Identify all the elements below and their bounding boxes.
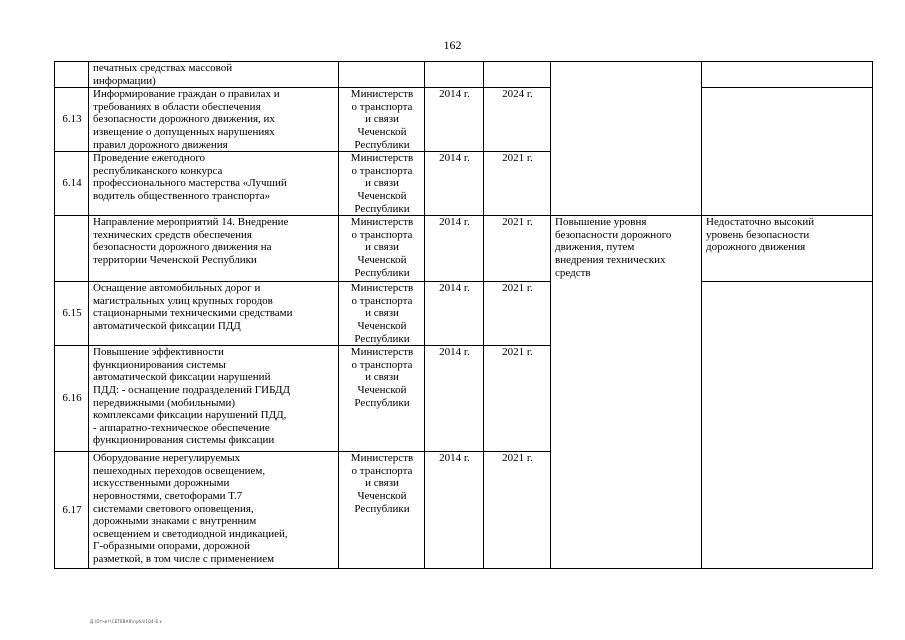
text-line: о транспорта xyxy=(351,464,413,477)
executor xyxy=(339,452,425,569)
executor xyxy=(339,346,425,452)
text-line: профессионального мастерства «Лучший xyxy=(93,177,287,190)
measure-name xyxy=(89,88,339,152)
text-line: и связи xyxy=(365,113,399,126)
text-line: передвижными (мобильными) xyxy=(93,396,236,409)
text-line: безопасности дорожного движения на xyxy=(93,241,272,254)
start-year: 2014 г. xyxy=(425,282,484,346)
item-number xyxy=(55,216,89,282)
text-line: печатных средствах массовой xyxy=(93,62,233,74)
text-line: правил дорожного движения xyxy=(93,138,228,151)
consequence xyxy=(702,216,873,282)
text-line: уровень безопасности xyxy=(706,228,810,241)
text-line: Министерств xyxy=(350,282,414,295)
item-number: 6.15 xyxy=(55,282,89,346)
end-year: 2024 г. xyxy=(484,88,551,152)
end-year: 2021 г. xyxy=(484,452,551,569)
item-number: 6.16 xyxy=(55,346,89,452)
text-line: информации) xyxy=(93,74,156,87)
end-year: 2021 г. xyxy=(484,216,551,282)
text-line: о транспорта xyxy=(351,228,413,241)
table-row xyxy=(55,88,873,152)
text-line: Чеченской xyxy=(357,125,407,138)
consequence xyxy=(702,62,873,88)
text-line: и связи xyxy=(365,477,399,490)
text-line: технических средств обеспечения xyxy=(93,228,252,241)
text-line: о транспорта xyxy=(351,358,413,371)
text-line: Чеченской xyxy=(357,189,407,202)
text-line: Чеченской xyxy=(357,319,407,332)
text-line: автоматической фиксации нарушений xyxy=(93,371,271,384)
table-row xyxy=(55,216,873,282)
text-line: о транспорта xyxy=(351,164,413,177)
text-line: магистральных улиц крупных городов xyxy=(93,294,273,307)
text-line: Недостаточно высокий xyxy=(706,216,815,229)
text-line: Чеченской xyxy=(357,489,407,502)
text-line: функционирования системы xyxy=(93,358,226,371)
text-line: освещением и светодиодной индикацией, xyxy=(93,527,288,540)
text-line: Республики xyxy=(354,138,410,151)
text-line: извещение о допущенных нарушениях xyxy=(93,125,275,138)
table-row xyxy=(55,62,873,88)
text-line: безопасности дорожного xyxy=(555,228,672,241)
end-year: 2021 г. xyxy=(484,152,551,216)
consequence xyxy=(702,88,873,216)
text-line: Повышение уровня xyxy=(555,216,647,229)
text-line: Министерств xyxy=(350,346,414,359)
text-line: Направление мероприятий 14. Внедрение xyxy=(93,216,289,229)
start-year xyxy=(425,62,484,88)
text-line: Республики xyxy=(354,502,410,515)
text-line: и связи xyxy=(365,371,399,384)
text-line: Республики xyxy=(354,266,410,279)
text-line: Республики xyxy=(354,332,410,345)
item-number xyxy=(55,62,89,88)
text-line: средств xyxy=(555,266,591,279)
text-line: о транспорта xyxy=(351,294,413,307)
text-line: функционирования системы фиксации xyxy=(93,434,275,447)
file-path-footer: Д:\Oтчет\СЕТЕВАЯ\публ\104-6.x xyxy=(90,619,163,624)
item-number: 6.14 xyxy=(55,152,89,216)
item-number: 6.17 xyxy=(55,452,89,569)
text-line: искусственными дорожными xyxy=(93,477,230,490)
text-line: республиканского конкурса xyxy=(93,164,223,177)
text-line: Чеченской xyxy=(357,383,407,396)
text-line: разметкой, в том числе с применением xyxy=(93,552,275,565)
executor xyxy=(339,152,425,216)
page-number: 162 xyxy=(443,38,462,52)
text-line: Республики xyxy=(354,202,410,215)
expected-result xyxy=(551,62,702,216)
text-line: Чеченской xyxy=(357,253,407,266)
executor xyxy=(339,62,425,88)
measure-name xyxy=(89,282,339,346)
table-row xyxy=(55,282,873,346)
text-line: ПДД: - оснащение подразделений ГИБДД xyxy=(93,383,291,396)
measure-name xyxy=(89,452,339,569)
text-line: автоматической фиксации ПДД xyxy=(93,319,241,332)
text-line: Министерств xyxy=(350,216,414,229)
start-year: 2014 г. xyxy=(425,216,484,282)
text-line: Г-образными опорами, дорожной xyxy=(93,540,251,553)
text-line: водитель общественного транспорта» xyxy=(93,189,271,202)
text-line: Республики xyxy=(354,396,410,409)
text-line: внедрения технических xyxy=(555,253,666,266)
end-year: 2021 г. xyxy=(484,346,551,452)
measure-name xyxy=(89,62,339,88)
text-line: дорожными знаками с внутренним xyxy=(93,515,257,528)
text-line: о транспорта xyxy=(351,100,413,113)
text-line: Проведение ежегодного xyxy=(93,152,206,165)
text-line: и связи xyxy=(365,177,399,190)
measure-name xyxy=(89,152,339,216)
text-line: безопасности дорожного движения, их xyxy=(93,113,275,126)
text-line: Информирование граждан о правилах и xyxy=(93,88,280,101)
text-line: Министерств xyxy=(350,452,414,465)
start-year: 2014 г. xyxy=(425,346,484,452)
text-line: Повышение эффективности xyxy=(93,346,224,359)
text-line: Министерств xyxy=(350,88,414,101)
text-line: Оборудование нерегулируемых xyxy=(93,452,241,465)
text-line: и связи xyxy=(365,241,399,254)
end-year: 2021 г. xyxy=(484,282,551,346)
start-year: 2014 г. xyxy=(425,88,484,152)
text-line: Министерств xyxy=(350,152,414,165)
measures-table xyxy=(54,61,873,569)
executor xyxy=(339,216,425,282)
executor xyxy=(339,88,425,152)
text-line: требованиях в области обеспечения xyxy=(93,100,261,113)
measure-name xyxy=(89,216,339,282)
expected-result xyxy=(551,216,702,569)
start-year: 2014 г. xyxy=(425,452,484,569)
text-line: комплексами фиксации нарушений ПДД, xyxy=(93,409,287,422)
text-line: дорожного движения xyxy=(706,241,806,254)
text-line: и связи xyxy=(365,307,399,320)
end-year xyxy=(484,62,551,88)
consequence xyxy=(702,282,873,569)
text-line: движения, путем xyxy=(555,241,635,254)
text-line: стационарными техническими средствами xyxy=(93,307,293,320)
item-number: 6.13 xyxy=(55,88,89,152)
text-line: неровностями, светофорами Т.7 xyxy=(93,489,243,502)
start-year: 2014 г. xyxy=(425,152,484,216)
text-line: пешеходных переходов освещением, xyxy=(93,464,266,477)
executor xyxy=(339,282,425,346)
text-line: системами светового оповещения, xyxy=(93,502,254,515)
measure-name xyxy=(89,346,339,452)
text-line: - аппаратно-техническое обеспечение xyxy=(93,421,270,434)
text-line: Оснащение автомобильных дорог и xyxy=(93,282,261,295)
text-line: территории Чеченской Республики xyxy=(93,253,257,266)
